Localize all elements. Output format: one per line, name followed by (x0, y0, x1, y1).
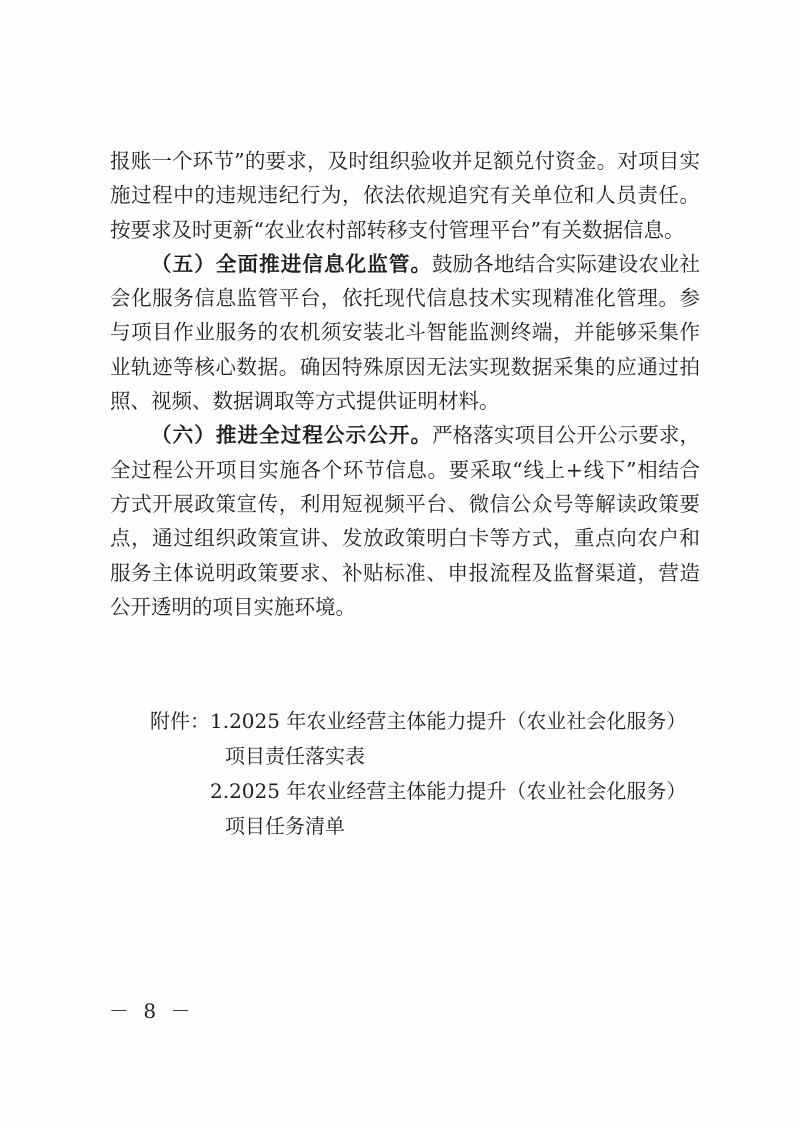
paragraph-2 (110, 247, 700, 418)
attachment-1-title: 1.2025 年农业经营主体能力提升（农业社会化服务） (210, 709, 687, 733)
paragraph-3 (110, 418, 700, 624)
page-number: － 8 － (109, 999, 195, 1023)
attachment-1-title-cont: 项目责任落实表 (225, 744, 365, 768)
attachment-item-1 (150, 704, 710, 739)
paragraph-2-text: 鼓励各地结合实际建设农业社会化服务信息监管平台，依托现代信息技术实现精准化管理。参与项目作业服务的农机须安装北斗智能监测终端，并能够采集作业轨迹等核心数据。确因特殊原因无法实现数据采集的应通过拍照、视频、数据调取等方式提供证明材料。 (110, 251, 701, 414)
section-heading-6: （六）推进全过程公示公开。 (151, 423, 433, 448)
attachments-label: 附件： (150, 709, 210, 733)
attachments (150, 704, 710, 844)
paragraph-3-text: 严格落实项目公开公示要求，全过程公开项目实施各个环节信息。要采取“线上+线下”相结合方式开展政策宣传，利用短视频平台、微信公众号等解读政策要点，通过组织政策宣讲、发放政策明白卡等方式，重点向农户和服务主体说明政策要求、补贴标准、申报流程及监督渠道，营造公开透明的项目实施环境。 (110, 423, 701, 619)
body-text (110, 144, 700, 624)
paragraph-1: 报账一个环节”的要求，及时组织验收并足额兑付资金。对项目实施过程中的违规违纪行为，依法依规追究有关单位和人员责任。按要求及时更新“农业农村部转移支付管理平台”有关数据信息。 (110, 149, 700, 242)
section-heading-5: （五）全面推进信息化监管。 (151, 251, 433, 276)
attachment-2-title-cont: 项目任务清单 (225, 814, 345, 838)
attachment-2-title: 2.2025 年农业经营主体能力提升（农业社会化服务） (210, 779, 687, 803)
